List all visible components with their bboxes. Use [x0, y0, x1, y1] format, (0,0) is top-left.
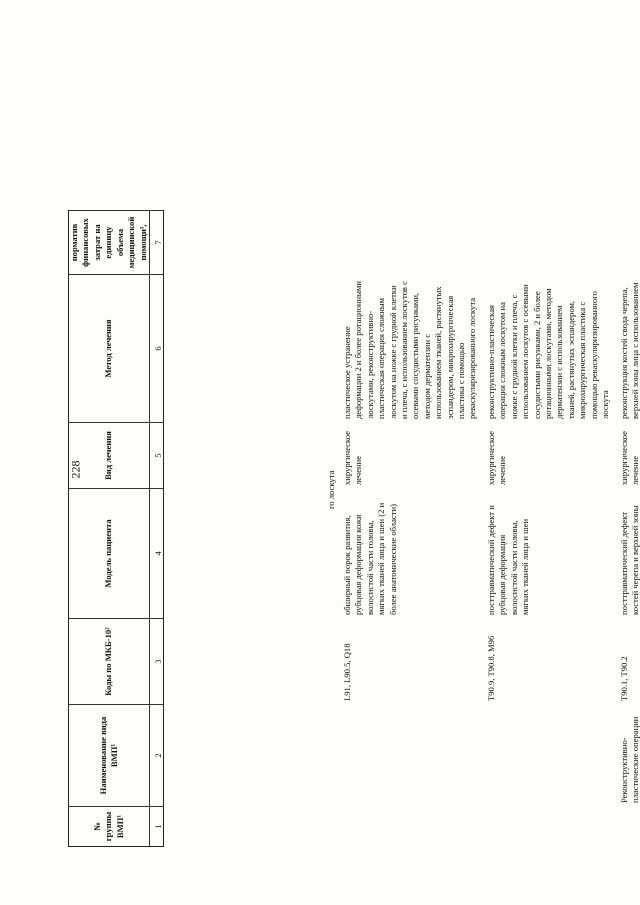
cell-type: хирургическое лечение [619, 431, 640, 485]
col-number: 6 [150, 274, 164, 422]
cell-type: хирургическое лечение [486, 431, 508, 485]
table-row [340, 211, 481, 847]
col-number: 5 [150, 422, 164, 488]
cell-group [617, 807, 640, 847]
header-group-no: № группы ВМП¹ [68, 806, 150, 846]
col-number: 2 [150, 704, 164, 806]
medical-table [68, 62, 640, 847]
cell-type: хирургическое лечение [342, 431, 364, 485]
cell-name [484, 705, 613, 807]
cell-codes: L91, L90.5, Q18 [342, 643, 352, 701]
cell-model: посттравматический дефект костей черепа и верхней зоны [619, 505, 640, 615]
cell-codes: T90.9, T90.8, M96 [486, 635, 496, 701]
cell-model: обширный порок развития, рубцовая деформация кожи волосистой части головы, мягких тканей лица и шеи (2 и более анатомические области) [342, 502, 398, 615]
cell-group [484, 807, 613, 847]
table-header-row [68, 62, 150, 847]
header-treatment-method: Метод лечения [68, 274, 150, 422]
cell-method: реконструктивно-пластическая операция сложным лоскутом на ножке с грудной клетки и плеча, с использованием лоскутов с осевыми сосудистыми рисунками, 2 и более ротационными лоскутами, методом дерматензии с использованием тканей, растянутых эспандером, микрохирургическая пластика с помощью реваскуляризированного лоскута [486, 284, 611, 419]
cell-name: Реконструктивно-пластические операции [619, 716, 640, 803]
cell-method: пластическое устранение деформации 2 и более ротационными лоскутами, реконструктивно-пластическая операция сложным лоскутом на ножке с грудной клетки и плеча, с использованием лоскутов с осевыми сосудистыми рисунками, методом дерматензии с использованием тканей, растянутых эспандером, микрохирургическая пластика с помощью реваскуляризированного лоскута [342, 281, 478, 419]
col-number: 1 [150, 806, 164, 846]
col-number: 4 [150, 488, 164, 618]
cell-method: реконструкция костей свода черепа, верхней зоны лица с использованием [619, 282, 640, 419]
cell-cost [340, 211, 481, 275]
page-number: 228 [68, 460, 83, 479]
cell-group [340, 807, 481, 847]
header-cost-standard: норматив финансовых затрат на единицу объема медицинской помощи³, [68, 210, 150, 274]
cell-model: посттравматический дефект и рубцовая деформация волосистой части головы, мягких тканей лица и шеи [486, 505, 531, 615]
continuation-text: го лоскута [326, 470, 336, 509]
col-number: 7 [150, 210, 164, 274]
col-number: 3 [150, 618, 164, 704]
header-icd-codes: Коды по МКБ-10² [68, 618, 150, 704]
table-row [484, 211, 613, 847]
cell-name [340, 705, 481, 807]
column-number-row [150, 62, 164, 847]
cell-cost [484, 211, 613, 275]
cell-codes: T90.1, T90.2 [619, 656, 629, 701]
header-vmp-name: Наименование вида ВМП¹ [68, 704, 150, 806]
header-patient-model: Модель пациента [68, 488, 150, 618]
header-treatment-type: Вид лечения [68, 422, 150, 488]
cell-cost [617, 211, 640, 275]
table-row [617, 211, 640, 847]
